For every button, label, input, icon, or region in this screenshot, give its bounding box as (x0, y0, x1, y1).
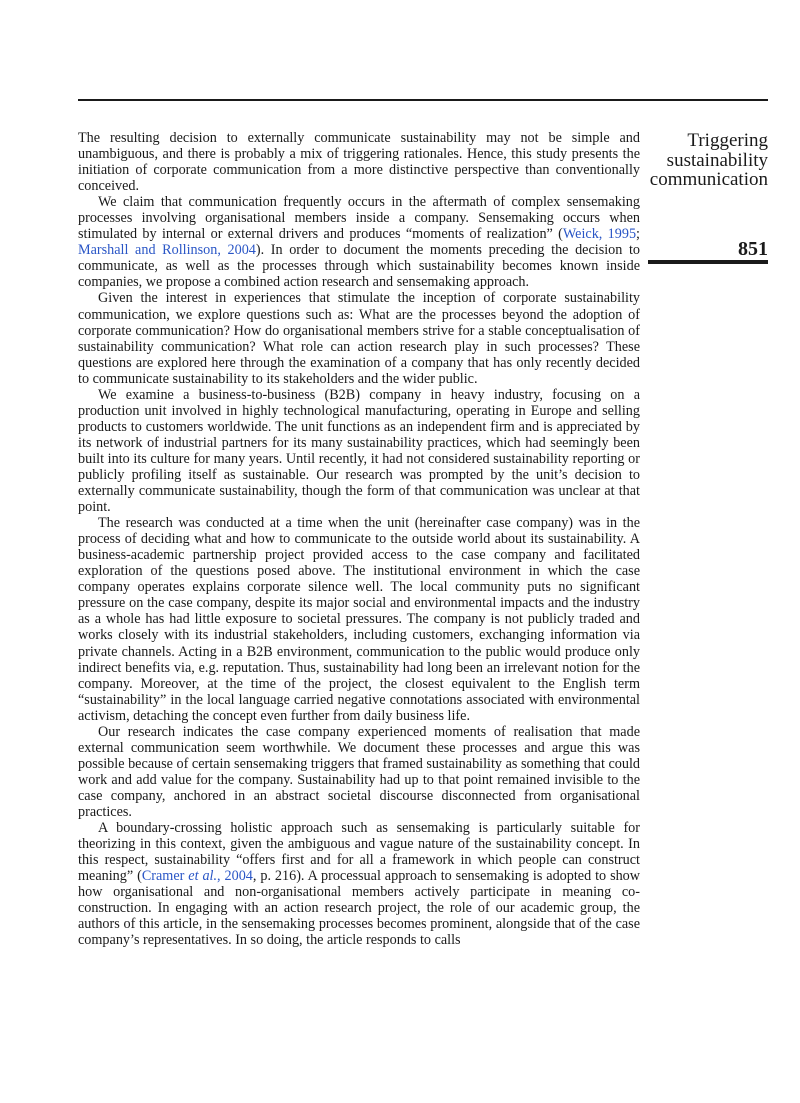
paragraph-7 (78, 820, 640, 948)
paragraph-7-text-start: A boundary-crossing holistic approach such as sensemaking is particularly suitable for theorizing in this context, given the ambiguous and vague nature of the sustainability concept. In this respect, sustainability “offers first and for all a framework in which people can construct meaning” ( (78, 820, 640, 885)
citation-marshall-link[interactable]: Marshall and Rollinson, 2004 (78, 242, 256, 259)
running-title (618, 131, 768, 190)
page-number: 851 (738, 238, 768, 260)
paragraph-3: Given the interest in experiences that stimulate the inception of corporate sustainability communication, we explore questions such as: What are the processes beyond the adoption of corporate communication? How do organisational members strive for a stable conceptualisation of sustainability communication? What role can action research play in such processes? These questions are explored here through the examination of a company that has only recently decided to communicate sustainability to its stakeholders and the wider public. (78, 290, 640, 387)
paragraph-2 (78, 194, 640, 290)
page-number-rule (648, 260, 768, 264)
running-title-line-3: communication (649, 169, 768, 190)
citation-cramer-author: Cramer (141, 868, 189, 885)
citation-weick-link[interactable]: Weick, 1995 (562, 226, 637, 243)
article-body (78, 130, 640, 948)
citation-cramer-link[interactable] (142, 868, 253, 884)
citation-cramer-year: , 2004 (217, 868, 253, 885)
paragraph-6: Our research indicates the case company experienced moments of realisation that made external communication seem worthwhile. We document these processes and argue this was possible because of certain sensemaking triggers that framed sustainability as something that could work and add value for the company. Sustainability had up to that point remained invisible to the case company, anchored in an abstract societal discourse disconnected from organisational practices. (78, 723, 640, 820)
paragraph-2-text-end: ). In order to document the moments preceding the decision to communicate, as well as the processes through which sustainability becomes known inside companies, we propose a combined action research and sensemaking approach. (78, 242, 641, 291)
running-title-line-1: Triggering (687, 130, 768, 151)
paragraph-4: We examine a business-to-business (B2B) company in heavy industry, focusing on a production unit involved in highly technological manufacturing, operating in Europe and selling products to customers worldwide. The unit functions as an independent firm and is appreciated by its network of industrial partners for its many sustainability practices, which had seemingly been built into its culture for many years. Until recently, it had not considered sustainability reporting or publicly profiling itself as sustainable. Our research was prompted by the unit’s decision to externally communicate sustainability, though the form of that communication was unclear at that point. (78, 386, 640, 516)
paragraph-5: The research was conducted at a time when the unit (hereinafter case company) was in the process of deciding what and how to communicate to the outside world about its sustainability. A business-academic partnership project provided access to the case company and facilitated exploration of the questions posed above. The institutional environment in which the case company operates explains corporate silence well. The local community puts no significant pressure on the case company, despite its major social and environmental impacts and the industry as a whole has had little exposure to societal pressures. The company is not publicly traded and works closely with its industrial stakeholders, including customers, exchanging information via private channels. Acting in a B2B environment, communication to the public would produce only indirect benefits via, e.g. reputation. Thus, sustainability had long been an irrelevant notion for the company. Moreover, at the time of the project, the closest equivalent to the English term “sustainability” in the local language carried negative connotations associated with environmental activism, detaching the concept even further from daily business life. (78, 515, 640, 724)
citation-separator: ; (636, 226, 640, 243)
running-title-line-2: sustainability (666, 149, 768, 171)
paragraph-2-text-start: We claim that communication frequently occurs in the aftermath of complex sensemaking processes involving organisational members inside a company. Sensemaking occurs when stimulated by internal or external drivers and produces “moments of realization” ( (78, 194, 640, 243)
paragraph-1: The resulting decision to externally communicate sustainability may not be simple and unambiguous, and there is probably a mix of triggering rationales. Hence, this study presents the initiation of corporate communication from a more distinctive perspective than conventionally conceived. (78, 130, 640, 195)
header-rule (78, 99, 768, 101)
paragraph-7-text-end: , p. 216). A processual approach to sensemaking is adopted to show how organisational and non-organisational members actively participate in meaning co-construction. In engaging with an action research project, the role of our academic group, the authors of this article, in the sensemaking processes becomes prominent, alongside that of the case company’s representatives. In so doing, the article responds to calls (78, 868, 641, 949)
citation-cramer-etal: et al. (188, 868, 218, 885)
